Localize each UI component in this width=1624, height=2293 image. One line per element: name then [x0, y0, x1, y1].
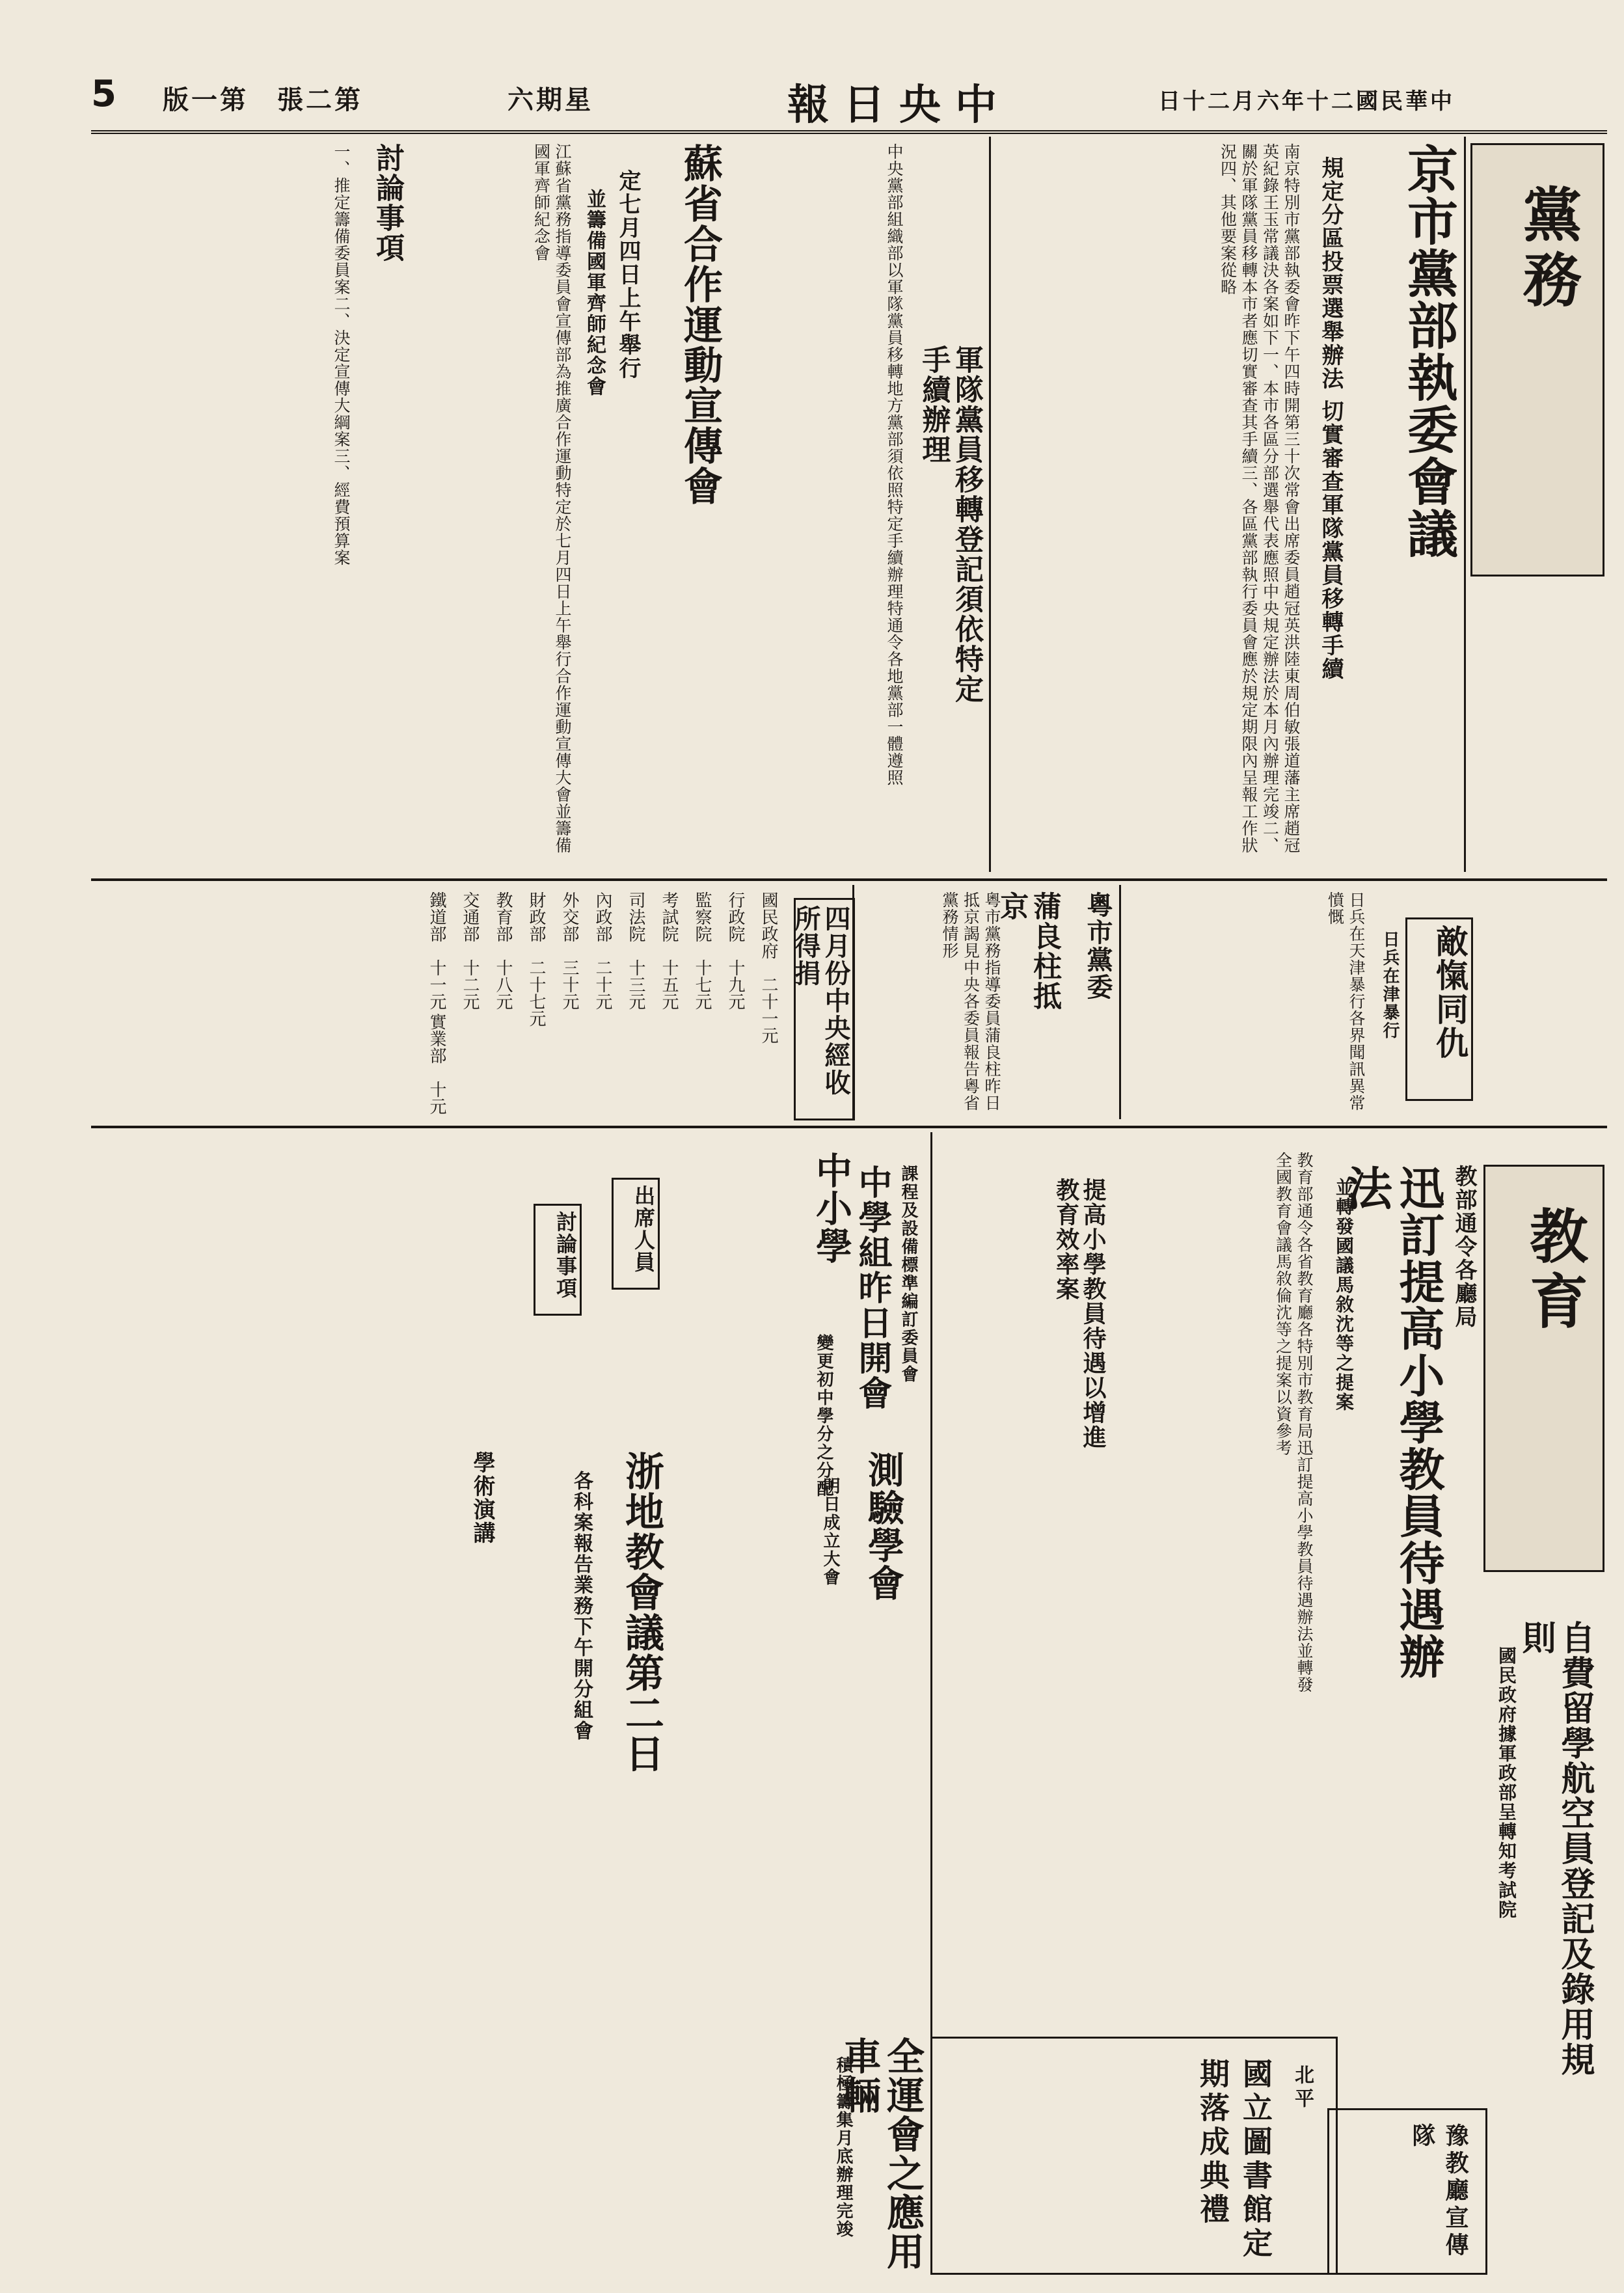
revenue-row-6: 外交部 三十元 [560, 891, 579, 1010]
party-affairs-banner [1470, 143, 1604, 577]
revenue-table [91, 891, 781, 1119]
survey-headline: 測驗學會 [862, 1451, 905, 1602]
education-banner-title: 教育 [1519, 1206, 1588, 1336]
page-number: 5 [91, 73, 119, 115]
discussion-body: 一、推定籌備委員案二、決定宣傳大綱案三、經費預算案 [332, 143, 351, 566]
teachers-pay-body: 教育部通令各省教育廳各特別市教育局迅訂提高小學教員待遇辦法並轉發全國教育會議馬敘倫沈等之提案以資參考 [1273, 1152, 1314, 1693]
revenue-row-0: 國民政府 二十一元 [759, 891, 778, 1044]
middle-school-top: 課程及設備標準編訂委員會 [899, 1165, 918, 1383]
revenue-row-2: 監察院 十七元 [692, 891, 712, 1010]
section-rule-top [91, 878, 1607, 881]
revenue-row-9: 交通部 十二元 [460, 891, 480, 1010]
newspaper-page [91, 72, 1607, 2271]
weekday: 六期星 [508, 85, 593, 115]
party-affairs-banner-title: 黨務 [1513, 184, 1582, 314]
revenue-row-10: 鐵道部 十一元 [427, 891, 446, 1010]
primary-plan-headline: 提高小學教員待遇以增進教育效率案 [1052, 1178, 1107, 1450]
small-school-header: 中小學 [810, 1152, 853, 1265]
party-meeting-body: 南京特別市黨部執委會昨下午四時開第三十次常會出席委員趙冠英洪陸東周伯敏張道藩主席趙冠英紀錄王玉常議決各案如下一、本市各區分部選舉代表應照中央規定辦法於本月內辦理完竣二、關於軍隊黨員移轉本市者應切實審查其手續三、各區黨部執行委員會應於規定期限內呈報工作狀況四、其他要案從略 [1218, 143, 1301, 854]
issue-date: 日十二月六年十二國民華中 [1158, 88, 1455, 115]
transport-headline: 全運會之應用車輛 [837, 2037, 925, 2271]
enemy-hate-subhead: 日兵在津暴行 [1380, 930, 1400, 1040]
revenue-row-5: 內政部 二十元 [593, 891, 612, 1010]
guangdong-party-body: 粵市黨務指導委員蒲良柱昨日抵京謁見中央各委員報告粵省黨務情形 [940, 891, 1001, 1111]
column-rule-5 [930, 1132, 932, 2264]
enemy-hate-body: 日兵在天津暴行各界聞訊異常憤慨 [1325, 891, 1366, 1111]
propaganda-headline: 豫教廳宣傳隊 [1409, 2123, 1469, 2260]
masthead [91, 72, 1607, 134]
education-banner [1483, 1165, 1604, 1572]
guangdong-party-subhead: 蒲良柱抵京 [995, 891, 1061, 1011]
coop-campaign-body: 江蘇省黨務指導委員會宣傳部為推廣合作運動特定於七月四日上午舉行合作運動宣傳大會並籌備國軍齊師紀念會 [532, 143, 572, 854]
revenue-row-7: 財政部 二十七元 [526, 891, 546, 1027]
revenue-row-8: 教育部 十八元 [493, 891, 513, 1010]
coop-campaign-subhead: 定七月四日上午舉行 [615, 169, 641, 380]
transport-subhead: 積極籌集月底辦理完竣 [833, 2056, 853, 2238]
army-party-body: 中央黨部組織部以軍隊黨員移轉地方黨部須依照特定手續辦理特通令各地黨部一體遵照 [885, 143, 904, 786]
lecture-headline: 學術演講 [469, 1451, 495, 1545]
column-rule-2 [989, 137, 991, 872]
revenue-row-4: 司法院 十三元 [626, 891, 645, 1010]
teachers-pay-subhead: 並轉發國議馬敘沈等之提案 [1333, 1178, 1355, 1412]
survey-subhead: 明日成立大會 [820, 1477, 840, 1586]
enemy-hate-headline: 敵愾同仇 [1405, 917, 1473, 1101]
aviation-headline: 自費留學航空員登記及錄用規則 [1516, 1620, 1595, 2077]
central-revenue-headline: 四月份中央經收所得捐 [794, 898, 855, 1120]
column-rule-1 [1464, 137, 1466, 872]
propaganda-notice [1327, 2108, 1487, 2275]
party-meeting-subhead: 規定分區投票選舉辦法 切實審查軍隊黨員移轉手續 [1318, 156, 1344, 681]
section-rule-middle [91, 1126, 1607, 1128]
coop-campaign-note: 並籌備國軍齊師紀念會 [583, 189, 606, 397]
library-notice [930, 2037, 1338, 2275]
page-label: 版一第 張二第 [163, 85, 363, 115]
aviation-subhead: 國民政府據軍政部呈轉知考試院 [1496, 1646, 1517, 1920]
middle-school-headline: 中學組昨日開會 [852, 1165, 892, 1411]
guangdong-party-headline: 粵市黨委 [1083, 891, 1113, 1001]
middle-school-subhead: 變更初中學分之分配 [814, 1334, 833, 1498]
army-party-headline: 軍隊黨員移轉登記須依特定手續辦理 [917, 345, 983, 704]
revenue-row-11: 實業部 十元 [427, 1013, 446, 1115]
coop-campaign-headline: 蘇省合作運動宣傳會 [677, 143, 723, 506]
revenue-row-3: 考試院 十五元 [659, 891, 679, 1010]
library-place: 北平 [1291, 2065, 1314, 2111]
library-headline: 國立圖書館定期落成典禮 [1195, 2058, 1273, 2261]
party-meeting-headline: 京市黨部執委會議 [1399, 143, 1458, 560]
zhejiang-edu-subhead: 各科案報告業務下午開分組會 [570, 1471, 593, 1741]
attendees-headline: 出席人員 [612, 1178, 660, 1290]
teachers-pay-top: 教部通令各廳局 [1451, 1165, 1477, 1329]
discussion-headline: 討論事項 [371, 143, 404, 263]
column-rule-3 [1119, 885, 1121, 1119]
discussion2-headline: 討論事項 [534, 1204, 582, 1316]
teachers-pay-headline: 迅訂提高小學教員待遇辦法 [1339, 1165, 1446, 1680]
revenue-row-1: 行政院 十九元 [725, 891, 745, 1010]
zhejiang-edu-headline: 浙地教會議第二日 [619, 1451, 664, 1774]
column-rule-4 [852, 885, 854, 1119]
paper-name: 報日央中 [787, 81, 1011, 129]
